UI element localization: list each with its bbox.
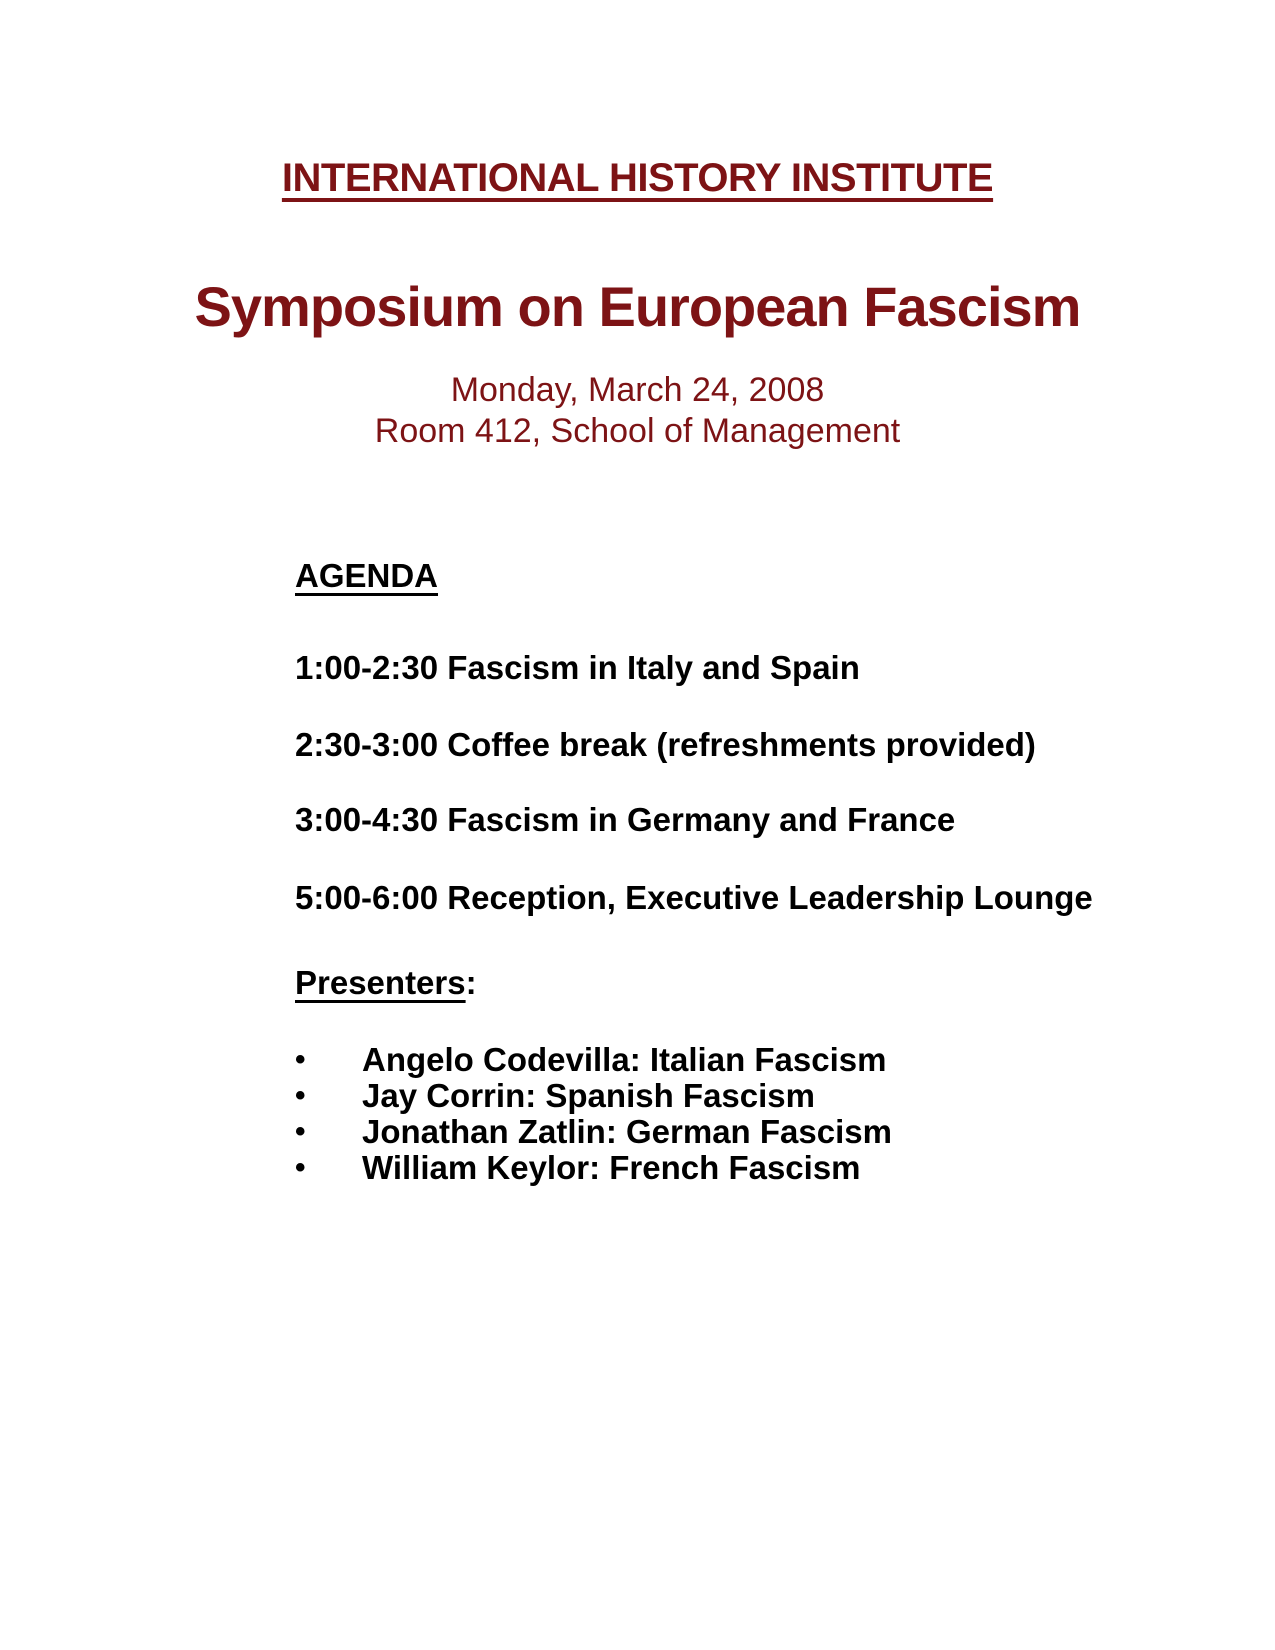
agenda-item-2: 2:30-3:00 Coffee break (refreshments provided)	[295, 726, 1036, 763]
agenda-heading	[295, 557, 438, 595]
presenter-item-2	[295, 1078, 892, 1114]
presenter-item-text: Jonathan Zatlin: German Fascism	[362, 1113, 892, 1150]
presenter-item-1	[295, 1042, 892, 1078]
event-date: Monday, March 24, 2008	[450, 371, 825, 409]
agenda-item-4: 5:00-6:00 Reception, Executive Leadership Lounge	[295, 879, 1093, 916]
event-location: Room 412, School of Management	[374, 412, 901, 450]
presenter-item-text: Angelo Codevilla: Italian Fascism	[362, 1041, 887, 1078]
event-details	[0, 370, 1275, 452]
agenda-item-3: 3:00-4:30 Fascism in Germany and France	[295, 801, 956, 838]
bullet-icon: •	[295, 1115, 306, 1148]
agenda-heading-text: AGENDA	[295, 557, 439, 594]
presenters-heading-text: Presenters	[295, 964, 466, 1001]
presenter-list	[295, 1042, 892, 1186]
presenters-heading-colon: :	[465, 964, 477, 1001]
event-title: Symposium on European Fascism	[194, 275, 1081, 338]
bullet-icon: •	[295, 1079, 306, 1112]
agenda-item-1: 1:00-2:30 Fascism in Italy and Spain	[295, 649, 860, 686]
institute-heading-text: INTERNATIONAL HISTORY INSTITUTE	[281, 156, 994, 200]
presenter-item-text: Jay Corrin: Spanish Fascism	[362, 1077, 815, 1114]
presenter-item-text: William Keylor: French Fascism	[362, 1149, 861, 1186]
presenters-heading	[295, 964, 477, 1002]
bullet-icon: •	[295, 1043, 306, 1076]
presenter-item-4	[295, 1150, 892, 1186]
presenter-item-3	[295, 1114, 892, 1150]
bullet-icon: •	[295, 1151, 306, 1184]
institute-heading	[0, 158, 1275, 198]
